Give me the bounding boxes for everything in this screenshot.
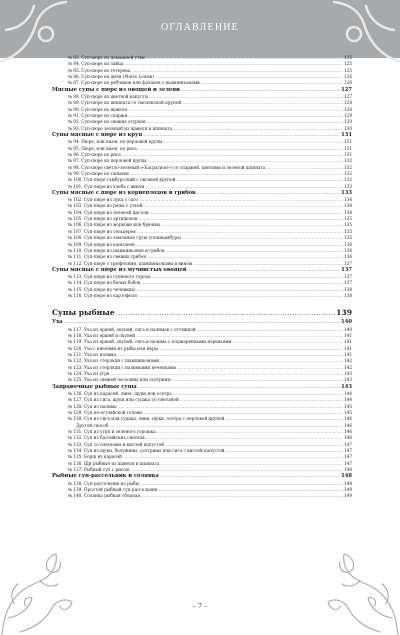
dot-leader: [116, 307, 335, 319]
toc-page-number: 137: [344, 260, 352, 266]
toc-subsection[interactable]: [52, 87, 352, 94]
toc-entry-title: № 98. Суп-пюре светло-зеленый («Багратион») со спаржей, кнелями и зеленой шпината: [68, 164, 266, 170]
dot-leader: [143, 132, 340, 139]
page-number: – 7 –: [192, 602, 208, 610]
toc-subsection[interactable]: [52, 319, 352, 326]
table-of-contents: [52, 55, 352, 500]
toc-entry-title: Заправочные рыбные супы: [52, 383, 137, 390]
toc-entry-title: № 111. Суп-пюре из свежих грибов: [68, 254, 146, 260]
toc-entry-title: Супы мясные с пюре из мучнистых овощей: [52, 266, 187, 273]
toc-entry-title: № 120. Уха с кнелями из рыбы или икры: [68, 345, 159, 351]
floral-ornament-bottom-left: [0, 540, 90, 635]
toc-page-number: 129: [344, 119, 352, 125]
toc-page-number: 141: [344, 339, 352, 345]
dot-leader: [138, 384, 340, 391]
toc-entry-title: № 116. Суп-пюре из картофеля: [68, 293, 137, 299]
toc-page-number: 125: [344, 61, 352, 67]
dot-leader: [188, 267, 340, 274]
toc-entry-title: № 122. Уха из стерляди с шампиньонами: [68, 358, 160, 364]
toc-page-number: 131: [341, 131, 352, 138]
toc-page-number: 139: [336, 308, 352, 318]
toc-page-number: 125: [344, 67, 352, 73]
toc-page-number: 146: [344, 422, 352, 428]
toc-page-number: 146: [344, 416, 352, 422]
toc-page-number: 147: [344, 460, 352, 466]
toc-entry-title: № 110. Суп-пюре из шампиньонов и грибов: [68, 247, 165, 253]
toc-entry-title: № 134. Суп из щуки, белужины, осетрины или сига с кислой капустой: [68, 448, 225, 453]
toc-entry-title: № 94. Пюре, или шьен, из перловой крупы: [68, 139, 163, 145]
toc-entry-title: № 117. Уха из ершей, окуней, сига и налимов с оттяжкой: [68, 326, 196, 332]
toc-entry-title: № 129. Суп по-остзейской головы: [68, 409, 143, 415]
toc-entry-title: № 112. Суп-пюре с трюфелями, шампиньонами и вином: [68, 260, 193, 266]
toc-entry-title: Уха: [52, 319, 63, 326]
toc-page-number: 137: [344, 274, 352, 280]
toc-entry-title: № 105. Суп-пюре из артишоков: [68, 216, 138, 222]
toc-entry-title: № 87. Суп-пюре из рябчиков или фазанов с шампиньонами: [68, 80, 200, 86]
dot-leader: [197, 190, 341, 197]
toc-entry-title: № 86. Суп-пюре из дичи (Marie Louise): [68, 74, 154, 80]
toc-page-number: 142: [344, 358, 352, 364]
toc-entry-title: № 107. Суп-пюре из сельдерея: [68, 228, 136, 234]
toc-entry-title: № 132. Суп из балтийских снетков: [68, 435, 145, 441]
toc-page-number: 138: [344, 293, 352, 299]
toc-entry-title: Супы мясные с пюре из корнеплодов и грибов: [52, 189, 196, 196]
toc-entry-title: № 121. Уха из налима: [68, 352, 117, 357]
toc-entry-title: № 104. Суп-пюре из зеленой фасоли: [68, 209, 149, 215]
toc-page-number: 147: [344, 454, 352, 460]
toc-entry-title: № 128. Суп из налима: [68, 403, 117, 409]
toc-page-number: 134: [344, 203, 352, 209]
toc-subsection[interactable]: [52, 473, 352, 480]
toc-subsection[interactable]: [52, 384, 352, 391]
toc-page-number: 143: [344, 371, 352, 377]
toc-page-number: 128: [344, 106, 352, 112]
toc-entry-title: № 88. Суп-пюре из цветной капусты: [68, 93, 149, 99]
toc-page-number: 137: [341, 266, 352, 273]
toc-page-number: 136: [344, 247, 352, 253]
toc-page-number: 135: [344, 228, 352, 234]
toc-page-number: 146: [344, 435, 352, 441]
floral-ornament-bottom-right: [310, 540, 400, 635]
toc-entry-title: № 102. Суп-пюре из лука с саго: [68, 197, 138, 203]
toc-entry-title: № 109. Суп-пюре из каштанов: [68, 241, 135, 247]
toc-page-number: 140: [344, 326, 352, 332]
dot-leader: [138, 293, 343, 299]
toc-entry-title: № 123. Уха из стерляди с налимьими печенками: [68, 364, 176, 370]
dot-leader: [160, 473, 340, 480]
toc-page-number: 135: [344, 235, 352, 241]
toc-page-number: 126: [344, 80, 352, 86]
toc-page-number: 148: [341, 473, 352, 480]
toc-entry-title: № 101. Суп-пюре из хлеба с вином: [68, 183, 145, 189]
toc-page-number: 128: [344, 100, 352, 106]
toc-entry-title: № 100. Суп-пюре гамбургский с овсяной крупой: [68, 177, 176, 183]
toc-page-number: 142: [344, 364, 352, 370]
toc-page-number: 126: [344, 74, 352, 80]
toc-entry[interactable]: [52, 493, 352, 499]
toc-page-number: 147: [344, 441, 352, 447]
toc-page-number: 143: [341, 383, 352, 390]
toc-page-number: 141: [344, 345, 352, 351]
toc-page-number: 132: [344, 177, 352, 183]
toc-entry-title: № 93. Суп-пюре зеленый из щавеля и шпината: [68, 125, 173, 131]
toc-entry-title: № 91. Суп-пюре из спаржи: [68, 112, 128, 118]
toc-entry-title: № 115. Суп-пюре из чечевицы: [68, 286, 135, 292]
toc-entry-title: № 113. Суп-пюре из сушеного гороха: [68, 274, 151, 280]
toc-entry-title: № 85. Суп-пюре из тетерева: [68, 67, 131, 73]
toc-entry-title: № 124. Уха из угря: [68, 371, 110, 377]
toc-entry-title: № 95. Пюре, или шьен, из риса: [68, 145, 137, 151]
toc-entry-title: № 119. Уха из ершей, окуней, сига и налима с поджаренными кореньями: [68, 339, 232, 345]
toc-page-number: 144: [344, 397, 352, 403]
toc-entry-title: № 92. Суп-пюре из свежих огурцов: [68, 119, 146, 125]
toc-entry-title: Супы мясные с пюре из круп: [52, 131, 143, 138]
toc-entry-title: № 140. Солянка рыбная сборная: [68, 493, 141, 499]
toc-page-number: 141: [344, 332, 352, 338]
toc-page-number: 144: [344, 390, 352, 396]
toc-page-number: 129: [344, 112, 352, 118]
toc-page-number: 136: [344, 254, 352, 260]
toc-page-number: 148: [344, 480, 352, 486]
toc-entry-title: Супы рыбные: [52, 308, 115, 318]
toc-entry-title: № 84. Суп-пюре из зайца: [68, 61, 124, 67]
toc-page-number: 137: [344, 280, 352, 286]
toc-entry-title: № 99. Суп-пюре из тапиоки: [68, 170, 129, 176]
toc-page-number: 141: [344, 352, 352, 357]
toc-entry-title: № 125. Уха из свежей лососины или осетрины: [68, 377, 171, 383]
dot-leader: [181, 87, 340, 94]
toc-page-number: 131: [344, 145, 352, 151]
toc-entry-title: № 131. Суп из угря и зеленого горошка: [68, 428, 156, 434]
toc-page-number: 136: [344, 241, 352, 247]
toc-page-number: 132: [344, 158, 352, 164]
dot-leader: [64, 319, 340, 326]
toc-page-number: 147: [344, 448, 352, 453]
toc-page-number: 145: [344, 409, 352, 415]
toc-page-number: 125: [344, 55, 352, 60]
toc-entry-title: № 106. Суп-пюре из моркови или брюквы: [68, 222, 160, 228]
toc-page-number: 140: [341, 319, 352, 326]
toc-entry-title: № 139. Простой рыбный суп-рассольник: [68, 486, 158, 492]
toc-entry-title: № 96. Суп-пюре из риса: [68, 151, 121, 157]
section-gap: [52, 299, 352, 303]
toc-entry[interactable]: [52, 293, 352, 299]
toc-entry-title: № 83. Суп-пюре из домашней утки: [68, 55, 145, 60]
toc-subsection[interactable]: [52, 132, 352, 139]
toc-page-number: 134: [344, 197, 352, 203]
toc-page-number: 143: [344, 377, 352, 383]
toc-page-number: 135: [344, 216, 352, 222]
toc-page-number: 131: [344, 151, 352, 157]
toc-entry-title: № 90. Суп-пюре из щавеля: [68, 106, 128, 112]
toc-page-number: 135: [344, 222, 352, 228]
toc-entry-title: № 138. Суп-рассольник из рыбы: [68, 480, 139, 486]
toc-page-number: 149: [344, 493, 352, 499]
toc-page-number: 127: [341, 86, 352, 93]
toc-page-number: 132: [344, 170, 352, 176]
toc-entry-title: № 89. Суп-пюре из шпината со смоленской крупой: [68, 100, 182, 106]
toc-page-number: 133: [344, 183, 352, 189]
toc-entry-title: Мясные супы с пюре из овощей и зелени: [52, 86, 180, 93]
toc-entry-title: № 114. Суп-пюре из белых бобов: [68, 280, 141, 286]
toc-subsection[interactable]: [52, 267, 352, 274]
toc-page-number: 149: [344, 486, 352, 492]
toc-section[interactable]: [52, 307, 352, 319]
toc-entry-title: № 136. Щи рыбные из щавеля и шпината: [68, 460, 160, 466]
toc-entry-title: № 103. Суп-пюре из репы с уткой: [68, 203, 143, 209]
toc-page-number: 132: [344, 164, 352, 170]
dot-leader: [141, 493, 343, 499]
toc-page-number: 134: [344, 209, 352, 215]
toc-page-number: 145: [344, 403, 352, 409]
toc-page-number: 146: [344, 428, 352, 434]
toc-entry-title: № 133. Суп со снетками и кислой капустой: [68, 441, 164, 447]
toc-page-number: 148: [344, 467, 352, 473]
toc-page-number: 130: [344, 125, 352, 131]
toc-entry-title: № 135. Борщ из карасей: [68, 454, 122, 460]
toc-entry-title: № 97. Суп-пюре из перловой крупы: [68, 158, 147, 164]
toc-entry-title: № 108. Суп-пюре из земляных груш (топинамбура): [68, 235, 182, 241]
toc-entry-title: № 126. Суп из карасей, линя, щуки или осетра: [68, 390, 172, 396]
toc-entry-title: Другой способ: [76, 422, 109, 428]
toc-entry-title: № 127. Суп из сига, щуки или судака со сметаной: [68, 397, 179, 403]
toc-entry-title: № 130. Суп из сига или судака, линя, щуки, осетра с перловой крупой: [68, 416, 225, 422]
toc-page-number: 127: [344, 93, 352, 99]
toc-page-number: 138: [344, 286, 352, 292]
page-title: ОГЛАВЛЕНИЕ: [161, 22, 239, 33]
toc-page-number: 131: [344, 139, 352, 145]
toc-subsection[interactable]: [52, 190, 352, 197]
toc-entry-title: № 137. Рыбный суп с рисом: [68, 467, 130, 473]
toc-entry-title: Рыбные суп-рассольник и солянка: [52, 473, 159, 480]
toc-entry-title: № 118. Уха из ершей и окуней: [68, 332, 136, 338]
toc-page-number: 133: [341, 189, 352, 196]
